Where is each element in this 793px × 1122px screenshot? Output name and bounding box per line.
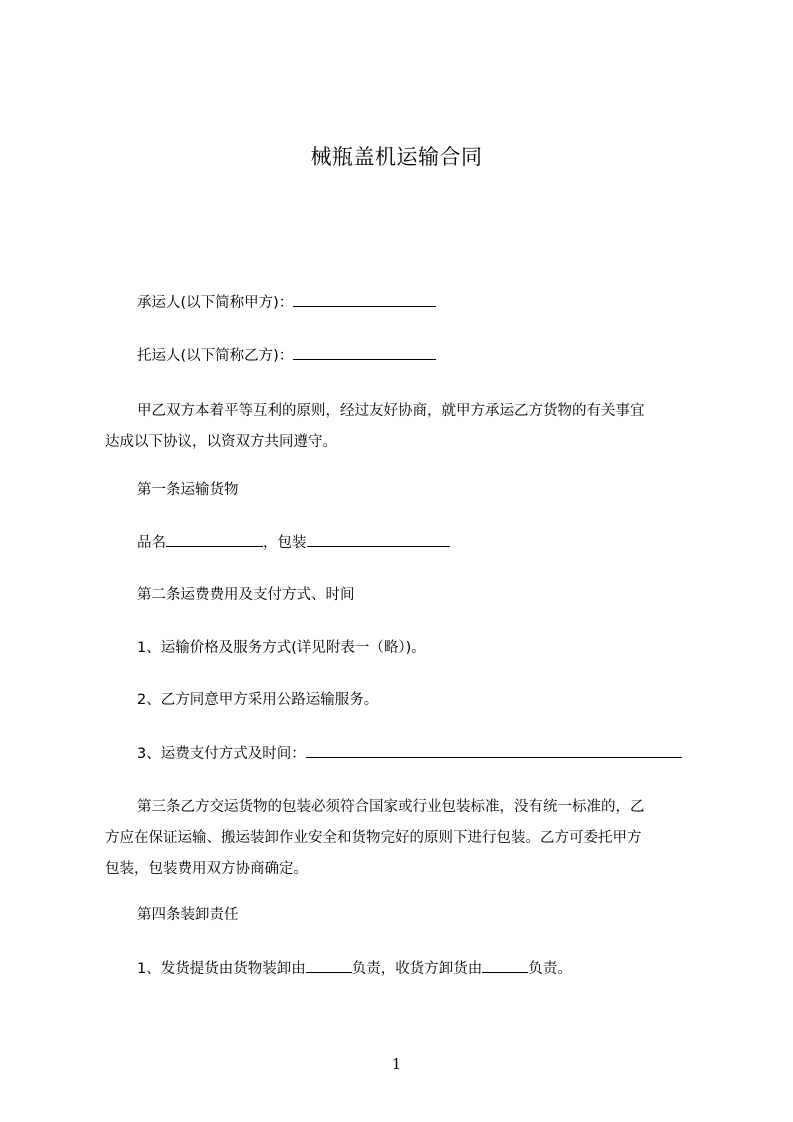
- page-number: 1: [391, 1055, 402, 1073]
- article-2-item-1: 1、运输价格及服务方式(详见附表一（略）)。: [137, 640, 426, 656]
- article-3-line-3: 包装，包装费用双方协商确定。: [105, 861, 308, 877]
- article-4-item-1: [137, 958, 572, 979]
- goods-name-blank: [166, 532, 263, 547]
- carrier-blank: [293, 292, 436, 307]
- loading-party-blank: [306, 958, 352, 973]
- article-3-paragraph: [105, 792, 701, 885]
- article-1-title: 第一条运输货物: [137, 482, 239, 498]
- shipper-blank: [293, 345, 436, 360]
- intro-line-1: 甲乙双方本着平等互利的原则，经过友好协商，就甲方承运乙方货物的有关事宜: [137, 403, 645, 419]
- document-title: 械瓶盖机运输合同: [310, 145, 483, 169]
- article-2-item-3: [137, 743, 682, 764]
- loading-label: 1、发货提货由货物装卸由: [137, 961, 306, 977]
- unloading-party-blank: [482, 958, 528, 973]
- payment-label: 3、运费支付方式及时间：: [137, 746, 306, 762]
- article-3-line-2: 方应在保证运输、搬运装卸作业安全和货物完好的原则下进行包装。乙方可委托甲方: [105, 830, 642, 846]
- packaging-blank: [307, 532, 450, 547]
- carrier-label: 承运人(以下简称甲方)：: [137, 295, 294, 311]
- carrier-line: [137, 292, 436, 313]
- intro-line-2: 达成以下协议，以资双方共同遵守。: [105, 434, 337, 450]
- article-4-title: 第四条装卸责任: [137, 907, 239, 923]
- payment-blank: [306, 743, 682, 758]
- intro-paragraph: [105, 396, 701, 458]
- responsibility-suffix: 负责。: [528, 961, 572, 977]
- shipper-label: 托运人(以下简称乙方)：: [137, 348, 294, 364]
- unloading-label: 负责，收货方卸货由: [351, 961, 483, 977]
- article-3-line-1: 第三条乙方交运货物的包装必须符合国家或行业包装标准，没有统一标准的，乙: [137, 799, 645, 815]
- article-2-title: 第二条运费费用及支付方式、时间: [137, 587, 355, 603]
- article-2-item-2: 2、乙方同意甲方采用公路运输服务。: [137, 692, 379, 708]
- packaging-label: ，包装: [263, 535, 307, 551]
- shipper-line: [137, 345, 436, 366]
- goods-name-label: 品名: [137, 535, 166, 551]
- article-1-goods-line: [137, 532, 450, 553]
